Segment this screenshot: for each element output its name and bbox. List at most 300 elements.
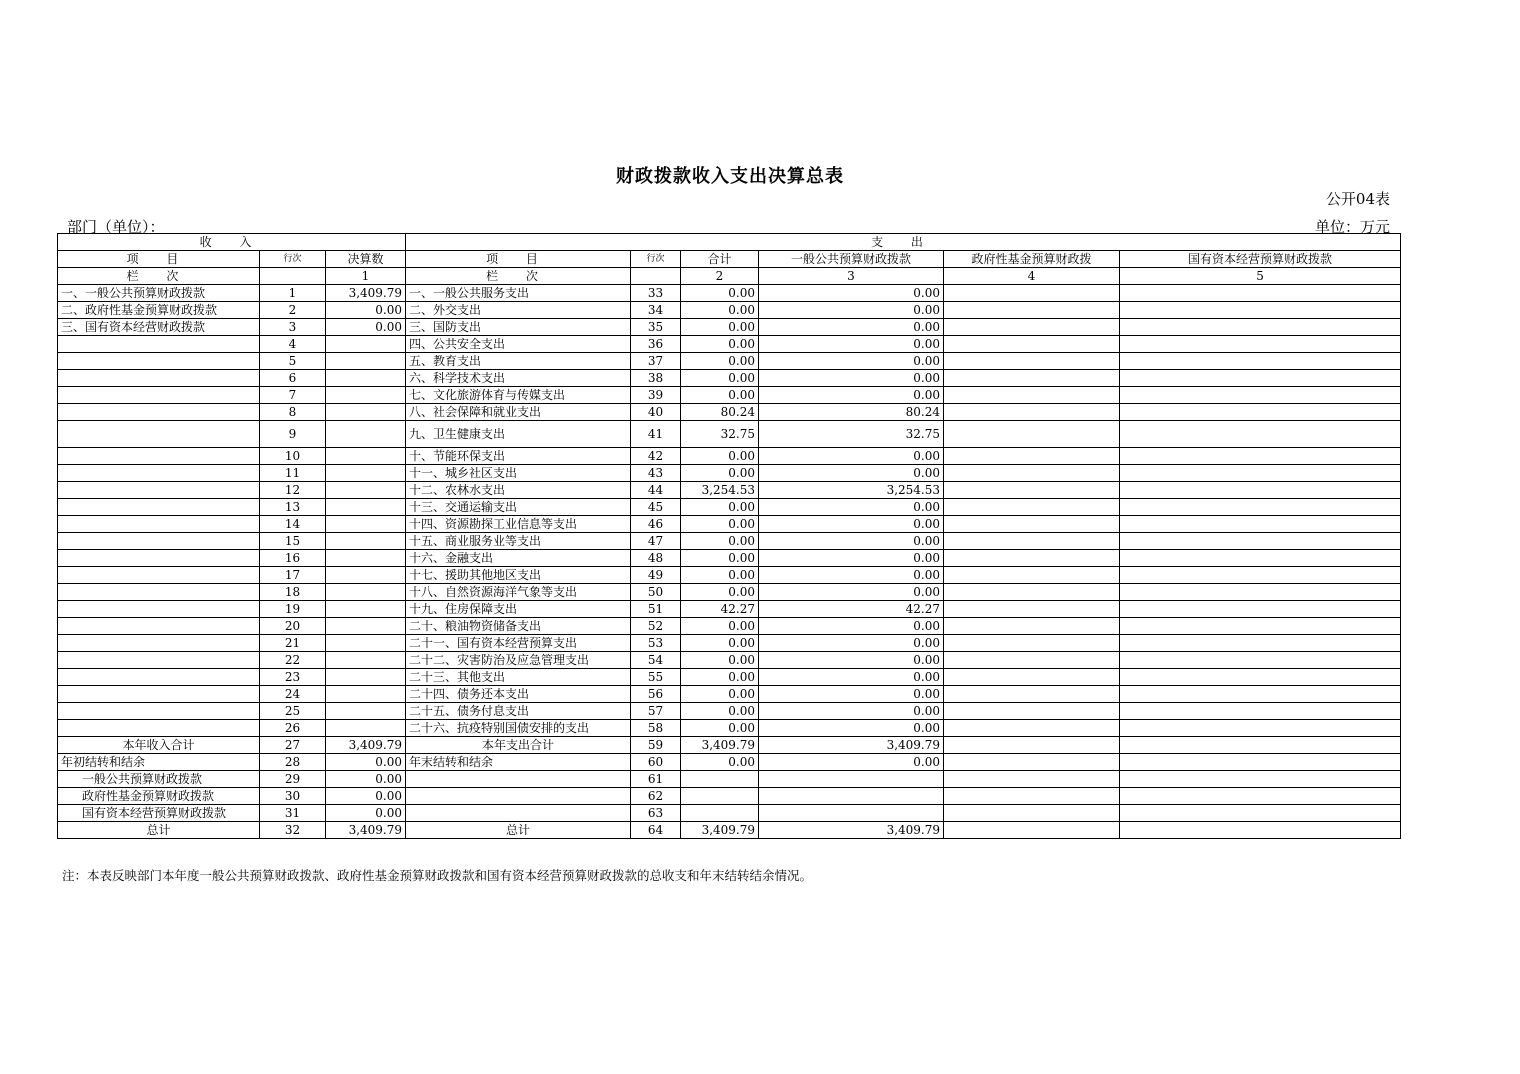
expense-item-cell: 十、节能环保支出: [406, 448, 631, 465]
general-budget-cell: 0.00: [759, 686, 944, 703]
general-budget-cell: 0.00: [759, 669, 944, 686]
income-item-cell: [58, 635, 260, 652]
gov-fund-cell: [944, 601, 1120, 618]
expense-item-cell: 本年支出合计: [406, 737, 631, 754]
expense-item-cell: 二十二、灾害防治及应急管理支出: [406, 652, 631, 669]
expense-item-cell: 十七、援助其他地区支出: [406, 567, 631, 584]
table-row: [58, 720, 1401, 737]
income-rowno-cell: 27: [260, 737, 326, 754]
state-capital-cell: [1120, 601, 1401, 618]
income-amount-cell: 0.00: [326, 788, 406, 805]
state-capital-cell: [1120, 720, 1401, 737]
table-row: [58, 516, 1401, 533]
income-amount-cell: [326, 533, 406, 550]
expense-total-cell: 0.00: [681, 703, 759, 720]
state-capital-cell: [1120, 285, 1401, 302]
general-budget-cell: 0.00: [759, 635, 944, 652]
col-5-label: 5: [1120, 268, 1401, 285]
general-budget-cell: 32.75: [759, 421, 944, 448]
income-rowno-cell: 10: [260, 448, 326, 465]
expense-rowno-cell: 36: [631, 336, 681, 353]
gov-fund-cell: [944, 336, 1120, 353]
expense-total-cell: [681, 805, 759, 822]
income-rowno-cell: 25: [260, 703, 326, 720]
table-row: [58, 567, 1401, 584]
income-amount-cell: [326, 720, 406, 737]
expense-rowno-cell: 63: [631, 805, 681, 822]
expense-item-cell: [406, 788, 631, 805]
gov-fund-cell: [944, 754, 1120, 771]
income-rowno-cell: 9: [260, 421, 326, 448]
expense-item-cell: 二、外交支出: [406, 302, 631, 319]
gov-fund-cell: [944, 319, 1120, 336]
gov-fund-cell: [944, 771, 1120, 788]
income-amount-cell: 3,409.79: [326, 285, 406, 302]
expense-item-cell: 十八、自然资源海洋气象等支出: [406, 584, 631, 601]
table-row: [58, 387, 1401, 404]
table-row: [58, 499, 1401, 516]
general-budget-header: 一般公共预算财政拨款: [759, 251, 944, 268]
income-rowno-cell: 14: [260, 516, 326, 533]
table-row: [58, 618, 1401, 635]
income-rowno-cell: 30: [260, 788, 326, 805]
expense-total-cell: 0.00: [681, 567, 759, 584]
table-row: [58, 448, 1401, 465]
table-row: [58, 805, 1401, 822]
expense-item-cell: 二十三、其他支出: [406, 669, 631, 686]
expense-total-cell: 0.00: [681, 370, 759, 387]
state-capital-cell: [1120, 754, 1401, 771]
gov-fund-cell: [944, 465, 1120, 482]
expense-rowno-cell: 60: [631, 754, 681, 771]
income-item-cell: [58, 567, 260, 584]
income-item-cell: 总计: [58, 822, 260, 839]
table-row: [58, 754, 1401, 771]
gov-fund-cell: [944, 720, 1120, 737]
expense-rowno-cell: 46: [631, 516, 681, 533]
income-rowno-cell: 7: [260, 387, 326, 404]
income-amount-cell: 0.00: [326, 805, 406, 822]
col-2-label: 2: [681, 268, 759, 285]
general-budget-cell: 0.00: [759, 754, 944, 771]
expense-rowno-cell: 54: [631, 652, 681, 669]
income-item-cell: [58, 404, 260, 421]
state-capital-cell: [1120, 370, 1401, 387]
expense-item-cell: 二十六、抗疫特别国债安排的支出: [406, 720, 631, 737]
expense-total-cell: 0.00: [681, 533, 759, 550]
income-rowno-cell: 5: [260, 353, 326, 370]
gov-fund-cell: [944, 635, 1120, 652]
expense-rowno-cell: 49: [631, 567, 681, 584]
state-capital-cell: [1120, 448, 1401, 465]
table-body: [58, 285, 1401, 839]
general-budget-cell: 0.00: [759, 499, 944, 516]
table-row: [58, 550, 1401, 567]
expense-rowno-cell: 47: [631, 533, 681, 550]
header-row-sections: [58, 234, 1401, 251]
income-amount-cell: 0.00: [326, 771, 406, 788]
income-rowno-cell: 3: [260, 319, 326, 336]
expense-item-header: 项 目: [406, 251, 631, 268]
department-label: 部门（单位）：: [67, 218, 165, 236]
gov-fund-cell: [944, 516, 1120, 533]
income-amount-cell: [326, 499, 406, 516]
header-row-order: [58, 268, 1401, 285]
general-budget-cell: 0.00: [759, 618, 944, 635]
income-item-cell: [58, 448, 260, 465]
expense-rowno-cell: 56: [631, 686, 681, 703]
income-rowno-cell: 31: [260, 805, 326, 822]
table-title: 财政拨款收入支出决算总表: [616, 166, 844, 187]
col-1-label: 1: [326, 268, 406, 285]
table-row: [58, 669, 1401, 686]
income-amount-cell: [326, 516, 406, 533]
table-row: [58, 482, 1401, 499]
income-item-cell: [58, 499, 260, 516]
table-row: [58, 370, 1401, 387]
state-capital-cell: [1120, 404, 1401, 421]
table-row: [58, 285, 1401, 302]
state-capital-cell: [1120, 465, 1401, 482]
income-item-cell: [58, 482, 260, 499]
general-budget-cell: 0.00: [759, 319, 944, 336]
income-rowno-cell: 1: [260, 285, 326, 302]
general-budget-cell: 0.00: [759, 370, 944, 387]
table-row: [58, 319, 1401, 336]
state-capital-cell: [1120, 703, 1401, 720]
expense-total-cell: 0.00: [681, 584, 759, 601]
state-capital-cell: [1120, 482, 1401, 499]
income-item-cell: [58, 686, 260, 703]
expense-rowno-cell: 35: [631, 319, 681, 336]
income-amount-cell: [326, 448, 406, 465]
expense-item-cell: 十三、交通运输支出: [406, 499, 631, 516]
expense-rowno-cell: 37: [631, 353, 681, 370]
income-amount-cell: [326, 404, 406, 421]
general-budget-cell: 0.00: [759, 336, 944, 353]
expense-item-cell: 十九、住房保障支出: [406, 601, 631, 618]
table-row: [58, 652, 1401, 669]
state-capital-cell: [1120, 635, 1401, 652]
income-amount-cell: [326, 703, 406, 720]
income-item-cell: [58, 550, 260, 567]
state-capital-cell: [1120, 302, 1401, 319]
state-capital-cell: [1120, 686, 1401, 703]
gov-fund-cell: [944, 669, 1120, 686]
expense-total-cell: 0.00: [681, 387, 759, 404]
expense-total-cell: 0.00: [681, 669, 759, 686]
income-rowno-cell: 23: [260, 669, 326, 686]
table-row: [58, 686, 1401, 703]
gov-fund-cell: [944, 805, 1120, 822]
income-amount-cell: [326, 336, 406, 353]
income-item-cell: 一、一般公共预算财政拨款: [58, 285, 260, 302]
expense-total-cell: 3,409.79: [681, 737, 759, 754]
income-item-cell: 二、政府性基金预算财政拨款: [58, 302, 260, 319]
general-budget-cell: 0.00: [759, 448, 944, 465]
footnote: 注：本表反映部门本年度一般公共预算财政拨款、政府性基金预算财政拨款和国有资本经营预算财政拨款的总收支和年末结转结余情况。: [62, 868, 813, 883]
gov-fund-cell: [944, 387, 1120, 404]
income-amount-cell: [326, 669, 406, 686]
expense-rowno-cell: 59: [631, 737, 681, 754]
income-item-cell: [58, 618, 260, 635]
expense-rowno-cell: 55: [631, 669, 681, 686]
state-capital-cell: [1120, 788, 1401, 805]
header-row-columns: [58, 251, 1401, 268]
general-budget-cell: 0.00: [759, 353, 944, 370]
state-capital-cell: [1120, 771, 1401, 788]
expense-total-cell: 3,254.53: [681, 482, 759, 499]
income-item-cell: [58, 353, 260, 370]
state-capital-cell: [1120, 652, 1401, 669]
gov-fund-cell: [944, 448, 1120, 465]
expense-rowno-cell: 57: [631, 703, 681, 720]
general-budget-cell: 0.00: [759, 387, 944, 404]
table-row: [58, 404, 1401, 421]
income-item-cell: [58, 516, 260, 533]
expense-item-cell: 三、国防支出: [406, 319, 631, 336]
expense-header: 支 出: [406, 234, 1401, 251]
expense-rowno-header: 行次: [631, 251, 681, 268]
table-row: [58, 703, 1401, 720]
income-rowno-cell: 32: [260, 822, 326, 839]
state-capital-cell: [1120, 805, 1401, 822]
expense-rowno-cell: 38: [631, 370, 681, 387]
gov-fund-cell: [944, 370, 1120, 387]
income-amount-cell: [326, 618, 406, 635]
table-row: [58, 822, 1401, 839]
income-header: 收 入: [58, 234, 406, 251]
gov-fund-cell: [944, 421, 1120, 448]
table-row: [58, 788, 1401, 805]
income-amount-cell: 0.00: [326, 319, 406, 336]
income-amount-cell: 3,409.79: [326, 822, 406, 839]
expense-item-cell: 二十一、国有资本经营预算支出: [406, 635, 631, 652]
expense-rowno-cell: 52: [631, 618, 681, 635]
state-capital-header: 国有资本经营预算财政拨款: [1120, 251, 1401, 268]
state-capital-cell: [1120, 516, 1401, 533]
table-row: [58, 584, 1401, 601]
state-capital-cell: [1120, 584, 1401, 601]
expense-rowno-cell: 51: [631, 601, 681, 618]
income-amount-cell: [326, 635, 406, 652]
expense-total-cell: 0.00: [681, 686, 759, 703]
expense-rowno-cell: 40: [631, 404, 681, 421]
income-item-cell: [58, 584, 260, 601]
state-capital-cell: [1120, 387, 1401, 404]
expense-item-cell: 十二、农林水支出: [406, 482, 631, 499]
income-amount-cell: [326, 353, 406, 370]
income-rowno-cell: 19: [260, 601, 326, 618]
income-rowno-cell: 13: [260, 499, 326, 516]
income-rowno-cell: 12: [260, 482, 326, 499]
general-budget-cell: 0.00: [759, 567, 944, 584]
income-item-cell: 本年收入合计: [58, 737, 260, 754]
expense-total-cell: [681, 788, 759, 805]
final-amount-header: 决算数: [326, 251, 406, 268]
state-capital-cell: [1120, 669, 1401, 686]
state-capital-cell: [1120, 822, 1401, 839]
expense-total-cell: 0.00: [681, 285, 759, 302]
expense-total-cell: 0.00: [681, 353, 759, 370]
state-capital-cell: [1120, 618, 1401, 635]
state-capital-cell: [1120, 353, 1401, 370]
expense-item-cell: 九、卫生健康支出: [406, 421, 631, 448]
income-item-cell: [58, 421, 260, 448]
expense-rowno-cell: 64: [631, 822, 681, 839]
general-budget-cell: 0.00: [759, 652, 944, 669]
income-amount-cell: [326, 584, 406, 601]
expense-item-cell: 四、公共安全支出: [406, 336, 631, 353]
general-budget-cell: 42.27: [759, 601, 944, 618]
expense-rowno-cell: 50: [631, 584, 681, 601]
state-capital-cell: [1120, 421, 1401, 448]
expense-item-cell: 年末结转和结余: [406, 754, 631, 771]
income-item-cell: 三、国有资本经营财政拨款: [58, 319, 260, 336]
expense-rowno-cell: 39: [631, 387, 681, 404]
gov-fund-cell: [944, 482, 1120, 499]
form-number: 公开04表: [1325, 190, 1390, 208]
table-row: [58, 533, 1401, 550]
expense-item-cell: 总计: [406, 822, 631, 839]
income-amount-cell: [326, 421, 406, 448]
expense-total-cell: 0.00: [681, 319, 759, 336]
general-budget-cell: [759, 805, 944, 822]
expense-rowno-cell: 61: [631, 771, 681, 788]
gov-fund-cell: [944, 652, 1120, 669]
income-item-cell: [58, 387, 260, 404]
expense-total-cell: 0.00: [681, 618, 759, 635]
gov-fund-cell: [944, 567, 1120, 584]
table-row: [58, 635, 1401, 652]
income-rowno-cell: 26: [260, 720, 326, 737]
expense-total-cell: 0.00: [681, 652, 759, 669]
expense-total-cell: 0.00: [681, 516, 759, 533]
expense-rowno-cell: 33: [631, 285, 681, 302]
income-rowno-cell: 15: [260, 533, 326, 550]
gov-fund-cell: [944, 584, 1120, 601]
income-amount-cell: [326, 482, 406, 499]
expense-total-cell: 0.00: [681, 754, 759, 771]
general-budget-cell: 0.00: [759, 285, 944, 302]
income-rowno-cell: 18: [260, 584, 326, 601]
table-row: [58, 353, 1401, 370]
expense-item-cell: 十四、资源勘探工业信息等支出: [406, 516, 631, 533]
expense-total-cell: 3,409.79: [681, 822, 759, 839]
gov-fund-cell: [944, 499, 1120, 516]
state-capital-cell: [1120, 737, 1401, 754]
budget-table: [57, 233, 1401, 839]
state-capital-cell: [1120, 499, 1401, 516]
income-rowno-cell: 29: [260, 771, 326, 788]
expense-item-cell: 二十五、债务付息支出: [406, 703, 631, 720]
income-item-cell: [58, 703, 260, 720]
income-rowno-cell: 4: [260, 336, 326, 353]
income-amount-cell: 0.00: [326, 754, 406, 771]
expense-total-cell: 0.00: [681, 465, 759, 482]
general-budget-cell: 0.00: [759, 720, 944, 737]
income-amount-cell: [326, 370, 406, 387]
expense-item-cell: [406, 771, 631, 788]
income-amount-cell: [326, 465, 406, 482]
general-budget-cell: [759, 771, 944, 788]
expense-item-cell: 二十、粮油物资储备支出: [406, 618, 631, 635]
income-rowno-cell: 20: [260, 618, 326, 635]
income-item-cell: [58, 652, 260, 669]
table-row: [58, 601, 1401, 618]
income-item-cell: [58, 465, 260, 482]
gov-fund-header: 政府性基金预算财政拨: [944, 251, 1120, 268]
expense-item-cell: 一、一般公共服务支出: [406, 285, 631, 302]
expense-total-cell: [681, 771, 759, 788]
income-rowno-cell: 11: [260, 465, 326, 482]
table-row: [58, 771, 1401, 788]
gov-fund-cell: [944, 686, 1120, 703]
income-item-cell: 一般公共预算财政拨款: [58, 771, 260, 788]
income-amount-cell: 0.00: [326, 302, 406, 319]
general-budget-cell: 0.00: [759, 703, 944, 720]
income-column-order: 栏 次: [58, 268, 260, 285]
general-budget-cell: 0.00: [759, 465, 944, 482]
income-item-cell: [58, 533, 260, 550]
general-budget-cell: 80.24: [759, 404, 944, 421]
table-row: [58, 737, 1401, 754]
income-rowno-cell: 24: [260, 686, 326, 703]
general-budget-cell: 0.00: [759, 302, 944, 319]
expense-total-cell: 0.00: [681, 635, 759, 652]
expense-rowno-cell: 58: [631, 720, 681, 737]
expense-item-cell: 十六、金融支出: [406, 550, 631, 567]
general-budget-cell: 3,254.53: [759, 482, 944, 499]
expense-rowno-cell: 44: [631, 482, 681, 499]
state-capital-cell: [1120, 533, 1401, 550]
expense-item-cell: 五、教育支出: [406, 353, 631, 370]
gov-fund-cell: [944, 404, 1120, 421]
income-amount-cell: [326, 686, 406, 703]
unit-label: 单位：万元: [1314, 218, 1390, 236]
general-budget-cell: 0.00: [759, 584, 944, 601]
expense-rowno-cell: 34: [631, 302, 681, 319]
income-item-cell: 政府性基金预算财政拨款: [58, 788, 260, 805]
income-amount-cell: [326, 550, 406, 567]
state-capital-cell: [1120, 567, 1401, 584]
expense-item-cell: [406, 805, 631, 822]
general-budget-cell: 3,409.79: [759, 822, 944, 839]
expense-item-cell: 十五、商业服务业等支出: [406, 533, 631, 550]
income-rowno-cell: 28: [260, 754, 326, 771]
expense-total-cell: 0.00: [681, 302, 759, 319]
table-row: [58, 302, 1401, 319]
expense-total-cell: 0.00: [681, 448, 759, 465]
expense-rowno-cell: 45: [631, 499, 681, 516]
expense-item-cell: 八、社会保障和就业支出: [406, 404, 631, 421]
state-capital-cell: [1120, 336, 1401, 353]
income-item-cell: [58, 370, 260, 387]
income-item-header: 项 目: [58, 251, 260, 268]
income-rowno-cell: 2: [260, 302, 326, 319]
income-amount-cell: [326, 567, 406, 584]
expense-total-cell: 42.27: [681, 601, 759, 618]
expense-total-cell: 32.75: [681, 421, 759, 448]
col-3-label: 3: [759, 268, 944, 285]
table-row: [58, 465, 1401, 482]
income-rowno-cell: 16: [260, 550, 326, 567]
expense-rowno-cell: 41: [631, 421, 681, 448]
table-row: [58, 336, 1401, 353]
expense-rowno-cell: 42: [631, 448, 681, 465]
total-header: 合计: [681, 251, 759, 268]
income-rowno-cell: 17: [260, 567, 326, 584]
